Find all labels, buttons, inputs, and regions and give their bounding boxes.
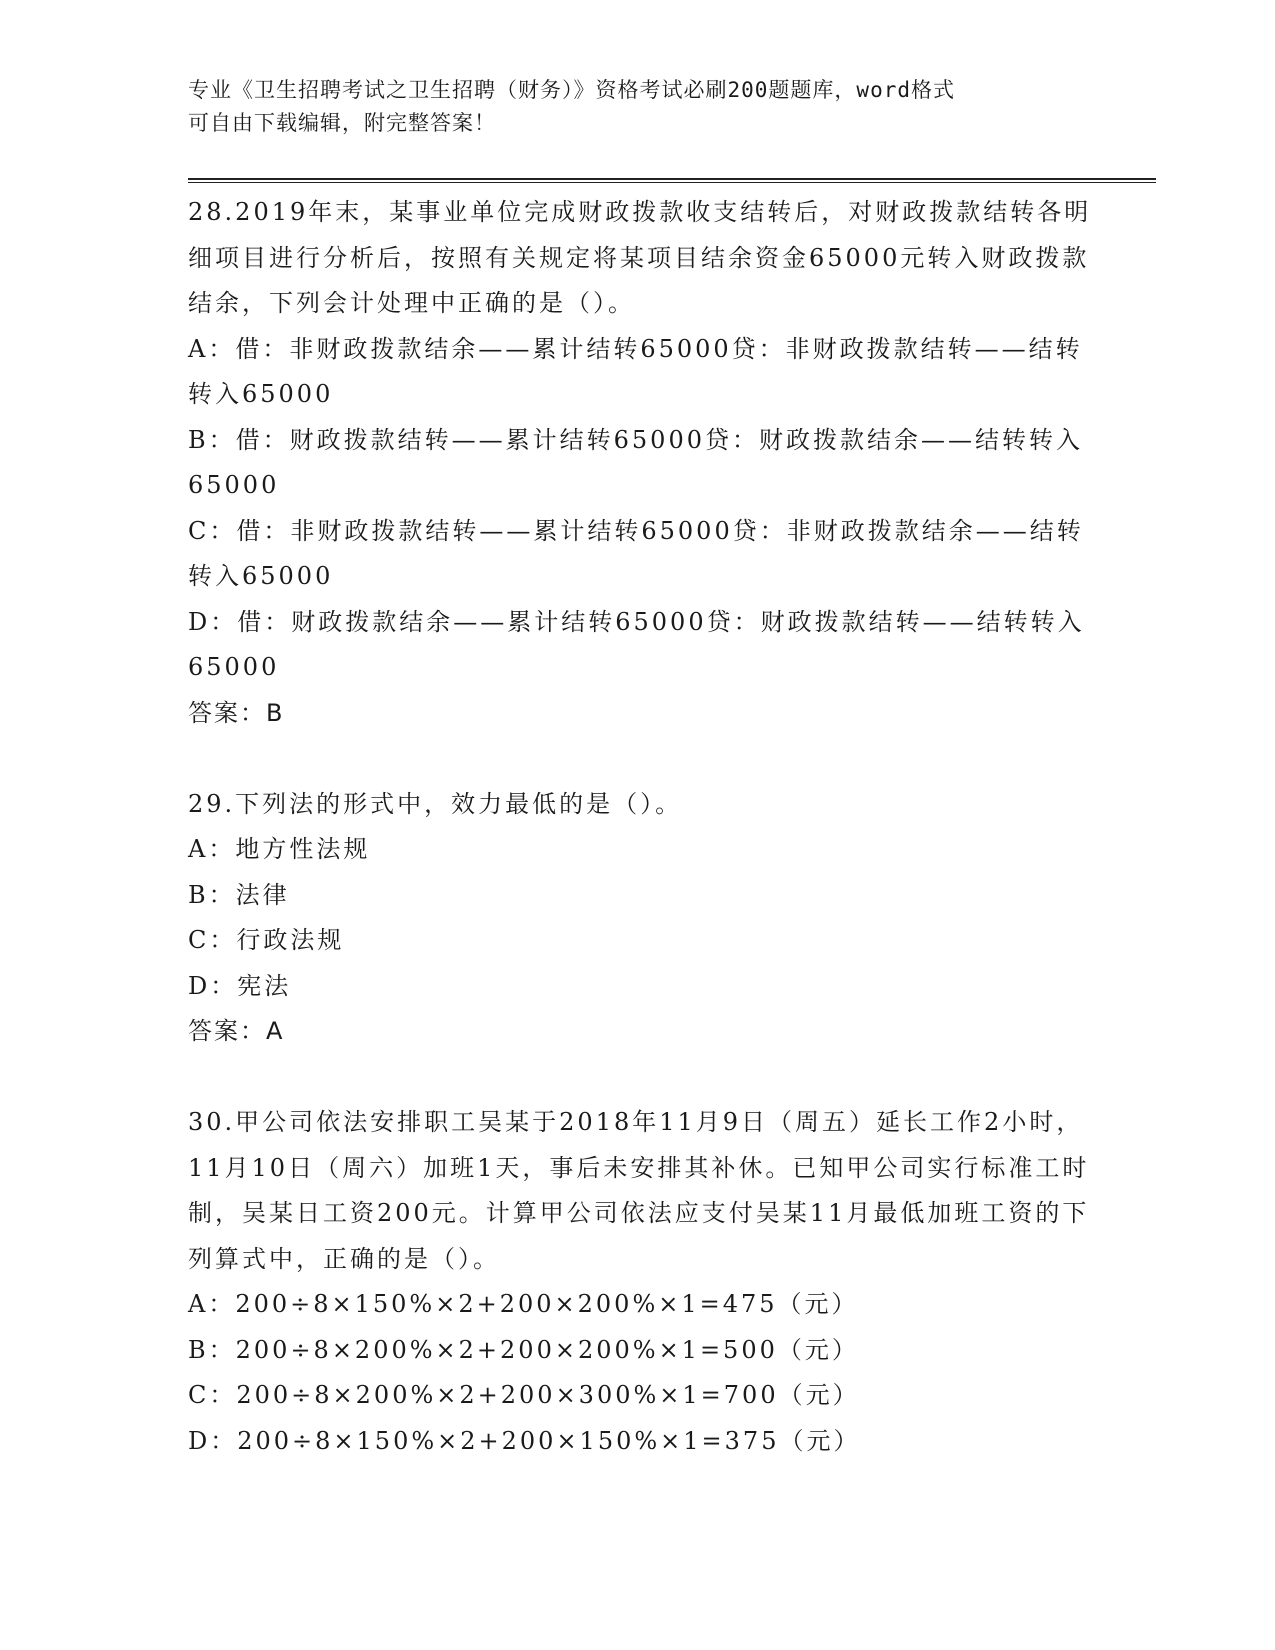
option-a: A：借：非财政拨款结余——累计结转65000贷：非财政拨款结转——结转转入65000	[188, 334, 1083, 408]
question-text: 29.下列法的形式中，效力最低的是（）。	[188, 789, 683, 818]
header-line-2: 可自由下载编辑，附完整答案！	[188, 111, 496, 135]
answer-label: 答案：A	[188, 1017, 285, 1045]
option-d: D：宪法	[188, 971, 292, 1000]
header-divider	[188, 178, 1156, 183]
option-d: D：200÷8×150%×2+200×150%×1=375（元）	[188, 1426, 861, 1455]
question-spacer	[188, 1055, 1093, 1101]
option-a: A：200÷8×150%×2+200×200%×1=475（元）	[188, 1290, 859, 1318]
question-spacer	[188, 736, 1093, 782]
document-header	[188, 74, 1088, 140]
option-b: B：200÷8×200%×2+200×200%×1=500（元）	[188, 1335, 859, 1364]
question-text: 28.2019年末，某事业单位完成财政拨款收支结转后，对财政拨款结转各明细项目进行分析后，按照有关规定将某项目结余资金65000元转入财政拨款结余，下列会计处理中正确的是（）。	[188, 198, 1092, 317]
header-line-1: 专业《卫生招聘考试之卫生招聘（财务）》资格考试必刷200题题库，word格式	[188, 78, 955, 102]
question-29	[188, 782, 1093, 1055]
option-c: C：行政法规	[188, 926, 345, 954]
option-b: B：借：财政拨款结转——累计结转65000贷：财政拨款结余——结转转入65000	[188, 425, 1083, 499]
question-text: 30.甲公司依法安排职工吴某于2018年11月9日（周五）延长工作2小时，11月10日（周六）加班1天，事后未安排其补休。已知甲公司实行标准工时制，吴某日工资200元。计算甲公司依法应支付吴某11月最低加班工资的下列算式中，正确的是（）。	[188, 1108, 1090, 1273]
question-30	[188, 1100, 1093, 1464]
option-c: C：借：非财政拨款结转——累计结转65000贷：非财政拨款结余——结转转入65000	[188, 516, 1084, 590]
option-a: A：地方性法规	[188, 835, 371, 863]
option-b: B：法律	[188, 880, 290, 909]
option-d: D：借：财政拨款结余——累计结转65000贷：财政拨款结转——结转转入65000	[188, 607, 1085, 681]
option-c: C：200÷8×200%×2+200×300%×1=700（元）	[188, 1381, 860, 1409]
question-list	[188, 190, 1093, 1464]
question-28	[188, 190, 1093, 736]
answer-label: 答案：B	[188, 698, 285, 727]
